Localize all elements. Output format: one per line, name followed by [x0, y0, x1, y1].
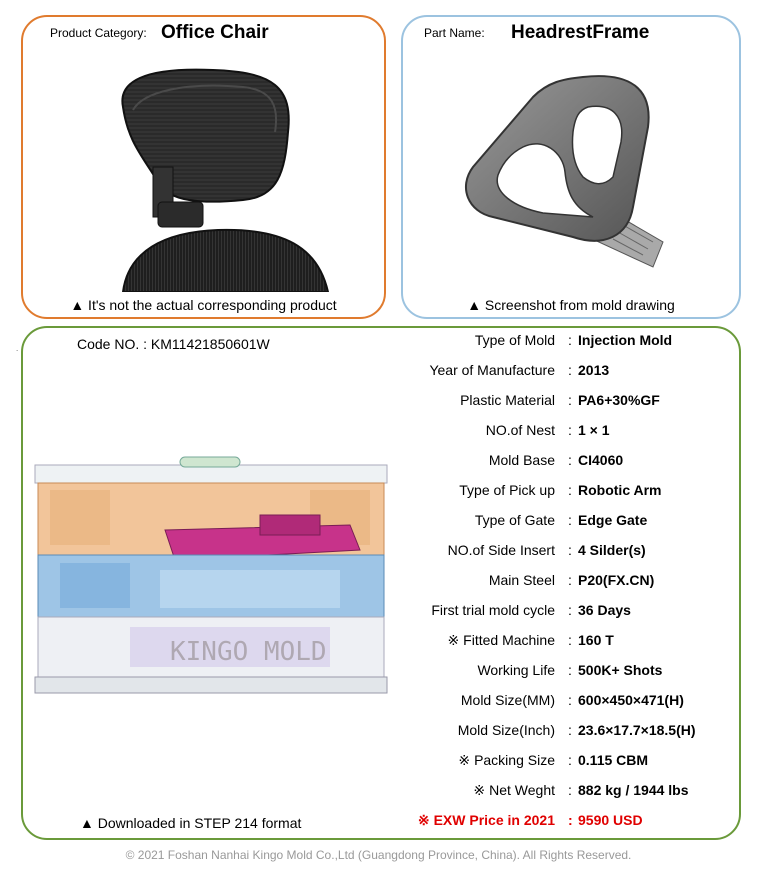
spec-label: [458, 722, 555, 738]
spec-value: 9590 USD: [578, 812, 643, 828]
spec-value: Injection Mold: [578, 332, 673, 348]
spec-colon: :: [568, 482, 572, 498]
code-number: Code NO. : KM11421850601W: [77, 336, 270, 352]
spec-row: [390, 602, 740, 624]
spec-label: [475, 332, 555, 348]
spec-label-text: Year of Manufacture: [429, 362, 555, 378]
spec-row: [390, 632, 740, 654]
spec-label: [486, 422, 555, 438]
headrest-frame-image: [453, 67, 693, 282]
spec-label-text: Packing Size: [474, 752, 555, 768]
spec-colon: :: [568, 812, 573, 828]
dot-mark: .: [16, 344, 19, 353]
product-category-label: Product Category:: [50, 26, 147, 40]
part-name-value: HeadrestFrame: [511, 22, 650, 43]
spec-label: [431, 602, 555, 618]
spec-value: Edge Gate: [578, 512, 648, 528]
spec-value: 2013: [578, 362, 610, 378]
spec-label-text: First trial mold cycle: [431, 602, 555, 618]
spec-label-text: Type of Pick up: [459, 482, 555, 498]
spec-row: [390, 752, 740, 774]
spec-label: [461, 692, 555, 708]
spec-row: [390, 782, 740, 804]
spec-row: [390, 662, 740, 684]
spec-colon: :: [568, 572, 572, 588]
spec-colon: :: [568, 752, 572, 768]
spec-label-text: Working Life: [477, 662, 555, 678]
note-mark-icon: ※: [417, 812, 430, 828]
part-caption: ▲ Screenshot from mold drawing: [467, 297, 675, 313]
spec-colon: :: [568, 392, 572, 408]
spec-colon: :: [568, 452, 572, 468]
office-chair-image: [103, 62, 333, 292]
spec-label-text: Mold Base: [488, 452, 555, 468]
mold-image: [30, 455, 392, 705]
mold-caption: ▲ Downloaded in STEP 214 format: [80, 815, 302, 831]
note-mark-icon: ※: [447, 632, 460, 648]
spec-value: Robotic Arm: [578, 482, 662, 498]
spec-label: [473, 782, 555, 799]
spec-row: [390, 572, 740, 594]
spec-value: PA6+30%GF: [578, 392, 660, 408]
spec-label: [458, 752, 555, 769]
spec-value: 23.6×17.7×18.5(H): [578, 722, 696, 738]
spec-colon: :: [568, 632, 572, 648]
spec-value: 882 kg / 1944 lbs: [578, 782, 689, 798]
spec-row: [390, 722, 740, 744]
spec-label-text: NO.of Nest: [485, 422, 555, 438]
spec-label: [475, 512, 555, 528]
product-caption: ▲ It's not the actual corresponding product: [70, 297, 337, 313]
note-mark-icon: ※: [473, 782, 486, 798]
spec-label-text: Type of Gate: [474, 512, 555, 528]
spec-colon: :: [568, 662, 572, 678]
copyright-footer: © 2021 Foshan Nanhai Kingo Mold Co.,Ltd (Guangdong Province, China). All Rights Reserved.: [125, 848, 632, 862]
spec-row: [390, 692, 740, 714]
spec-row: [390, 482, 740, 504]
mold-watermark: KINGO MOLD: [170, 637, 327, 667]
spec-row: [390, 512, 740, 534]
spec-value: 0.115 CBM: [578, 752, 649, 768]
spec-value: 500K+ Shots: [578, 662, 663, 678]
spec-label: [447, 632, 555, 649]
spec-row: [390, 362, 740, 384]
spec-colon: :: [568, 542, 572, 558]
spec-row: [390, 542, 740, 564]
spec-colon: :: [568, 782, 572, 798]
spec-label-text: Net Weght: [489, 782, 555, 798]
spec-label-text: Mold Size(MM): [460, 692, 555, 708]
spec-label: [489, 452, 555, 468]
spec-colon: :: [568, 602, 572, 618]
spec-label-text: Fitted Machine: [463, 632, 555, 648]
spec-label-text: NO.of Side Insert: [447, 542, 555, 558]
spec-row: [390, 452, 740, 474]
spec-colon: :: [568, 512, 572, 528]
spec-label: [489, 572, 555, 588]
spec-label: [460, 392, 555, 408]
spec-colon: :: [568, 692, 572, 708]
spec-colon: :: [568, 722, 572, 738]
spec-label: [418, 812, 555, 829]
spec-label-text: EXW Price in 2021: [433, 812, 555, 828]
spec-value: 4 Silder(s): [578, 542, 646, 558]
part-name-label: Part Name:: [424, 26, 485, 40]
spec-value: 160 T: [578, 632, 614, 648]
spec-row: [390, 422, 740, 444]
spec-label-text: Main Steel: [488, 572, 555, 588]
spec-colon: :: [568, 362, 572, 378]
product-category-card: [21, 15, 386, 319]
spec-label: [429, 362, 555, 378]
spec-colon: :: [568, 422, 572, 438]
spec-value: 36 Days: [578, 602, 631, 618]
spec-label: [459, 482, 555, 498]
product-category-value: Office Chair: [161, 22, 269, 43]
spec-value: CI4060: [578, 452, 624, 468]
note-mark-icon: ※: [458, 752, 471, 768]
spec-row: [390, 812, 740, 834]
spec-label-text: Plastic Material: [460, 392, 555, 408]
spec-label: [448, 542, 555, 558]
spec-label-text: Mold Size(Inch): [457, 722, 555, 738]
part-name-card: [401, 15, 741, 319]
spec-row: [390, 332, 740, 354]
spec-value: 1 × 1: [578, 422, 610, 438]
spec-row: [390, 392, 740, 414]
spec-label-text: Type of Mold: [474, 332, 555, 348]
spec-label: [477, 662, 555, 678]
spec-value: 600×450×471(H): [578, 692, 684, 708]
spec-colon: :: [568, 332, 572, 348]
spec-value: P20(FX.CN): [578, 572, 655, 588]
